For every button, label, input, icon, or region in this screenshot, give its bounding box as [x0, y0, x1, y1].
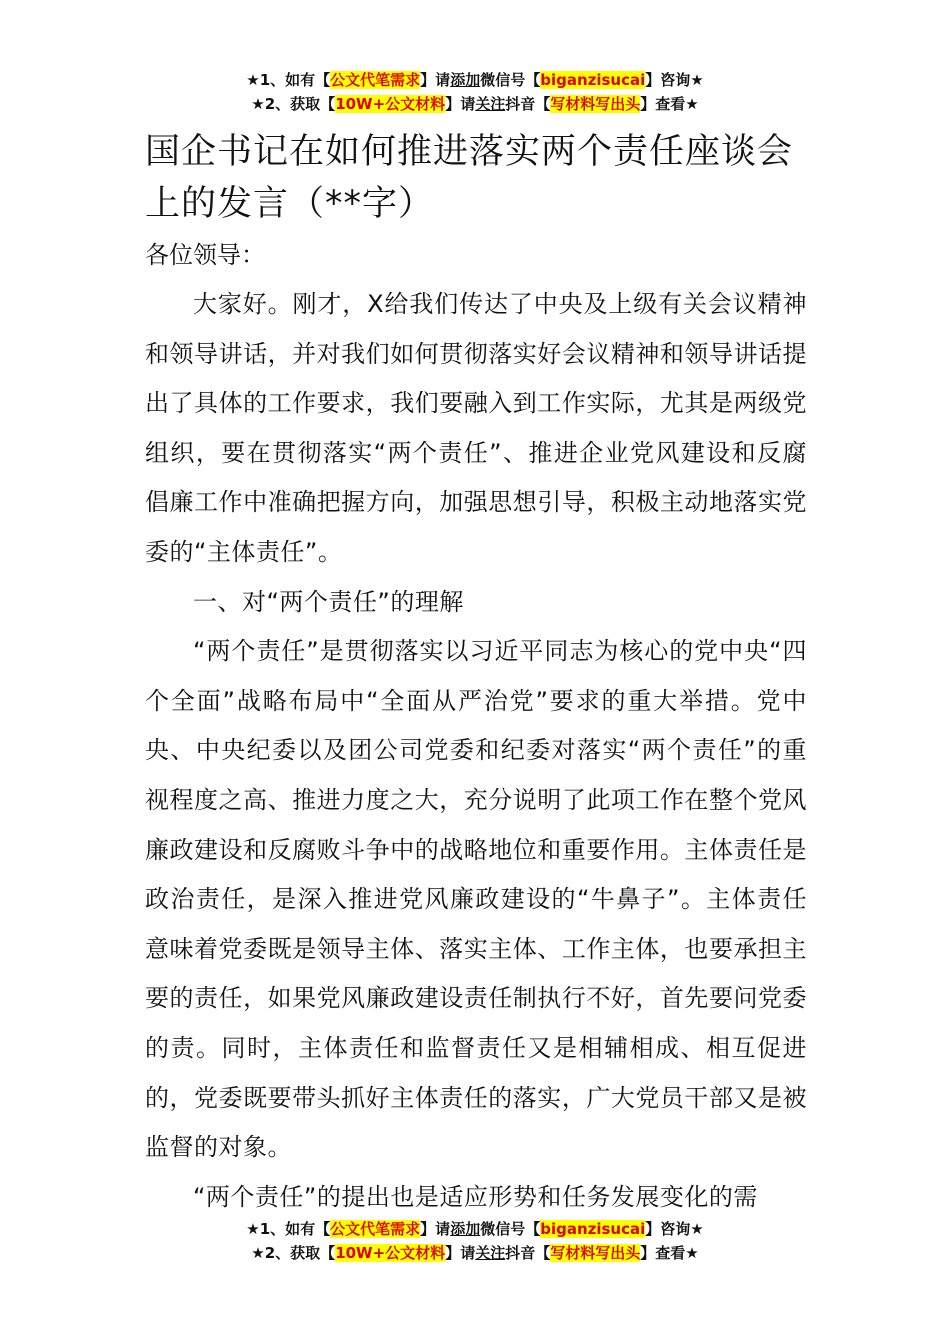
banner-line-1 [0, 1217, 950, 1241]
banner-highlight: 10W+公文材料 [335, 1244, 446, 1262]
banner-line-1 [0, 68, 950, 92]
banner-text: ★1、如有【 [246, 71, 331, 89]
banner-highlight: 写材料写出头 [550, 95, 641, 113]
banner-highlight: 写材料写出头 [550, 1244, 641, 1262]
banner-highlight: 10W+公文材料 [335, 95, 446, 113]
paragraph-body: “两个责任”是贯彻落实以习近平同志为核心的党中央“四个全面”战略布局中“全面从严治党”要求的重大举措。党中央、中央纪委以及团公司党委和纪委对落实“两个责任”的重视程度之高、推进力度之大，充分说明了此项工作在整个党风廉政建设和反腐败斗争中的战略地位和重要作用。主体责任是政治责任，是深入推进党风廉政建设的“牛鼻子”。主体责任意味着党委既是领导主体、落实主体、工作主体，也要承担主要的责任，如果党风廉政建设责任制执行不好，首先要问党委的责。同时，主体责任和监督责任又是相辅相成、相互促进的，党委既要带头抓好主体责任的落实，广大党员干部又是被监督的对象。 [145, 637, 807, 1162]
document-body [145, 126, 807, 1222]
top-banner [0, 68, 950, 116]
banner-text: 】请 [445, 95, 476, 113]
salutation: 各位领导： [145, 241, 265, 269]
banner-text: 】咨询★ [645, 71, 704, 89]
banner-text: 】查看★ [640, 1244, 699, 1262]
banner-text: ★1、如有【 [246, 1220, 331, 1238]
banner-text: 微信号【 [480, 1220, 541, 1238]
banner-text: ★2、获取【 [251, 95, 336, 113]
document-title: 国企书记在如何推进落实两个责任座谈会上的发言（**字） [145, 132, 794, 224]
banner-text: 抖音【 [505, 95, 551, 113]
banner-underline: 添加 [450, 71, 481, 89]
banner-underline: 关注 [475, 1244, 506, 1262]
bottom-banner [0, 1217, 950, 1265]
paragraph-continued: “两个责任”的提出也是适应形势和任务发展变化的需 [193, 1182, 758, 1211]
section-heading: 一、对“两个责任”的理解 [193, 587, 464, 616]
banner-underline: 添加 [450, 1220, 481, 1238]
banner-text: 】咨询★ [645, 1220, 704, 1238]
banner-text: ★2、获取【 [251, 1244, 336, 1262]
banner-highlight: 公文代笔需求 [330, 71, 421, 89]
banner-text: 】请 [445, 1244, 476, 1262]
banner-line-2 [0, 92, 950, 116]
banner-text: 】请 [420, 1220, 451, 1238]
banner-text: 】查看★ [640, 95, 699, 113]
banner-text: 微信号【 [480, 71, 541, 89]
banner-text: 抖音【 [505, 1244, 551, 1262]
banner-underline: 关注 [475, 95, 506, 113]
banner-highlight: 公文代笔需求 [330, 1220, 421, 1238]
paragraph-intro: 大家好。刚才，X给我们传达了中央及上级有关会议精神和领导讲话，并对我们如何贯彻落实好会议精神和领导讲话提出了具体的工作要求，我们要融入到工作实际，尤其是两级党组织，要在贯彻落实“两个责任”、推进企业党风建设和反腐倡廉工作中准确把握方向，加强思想引导，积极主动地落实党委的“主体责任”。 [145, 290, 807, 566]
banner-line-2 [0, 1241, 950, 1265]
banner-highlight: biganzisucai [540, 1220, 646, 1238]
banner-text: 】请 [420, 71, 451, 89]
banner-highlight: biganzisucai [540, 71, 646, 89]
